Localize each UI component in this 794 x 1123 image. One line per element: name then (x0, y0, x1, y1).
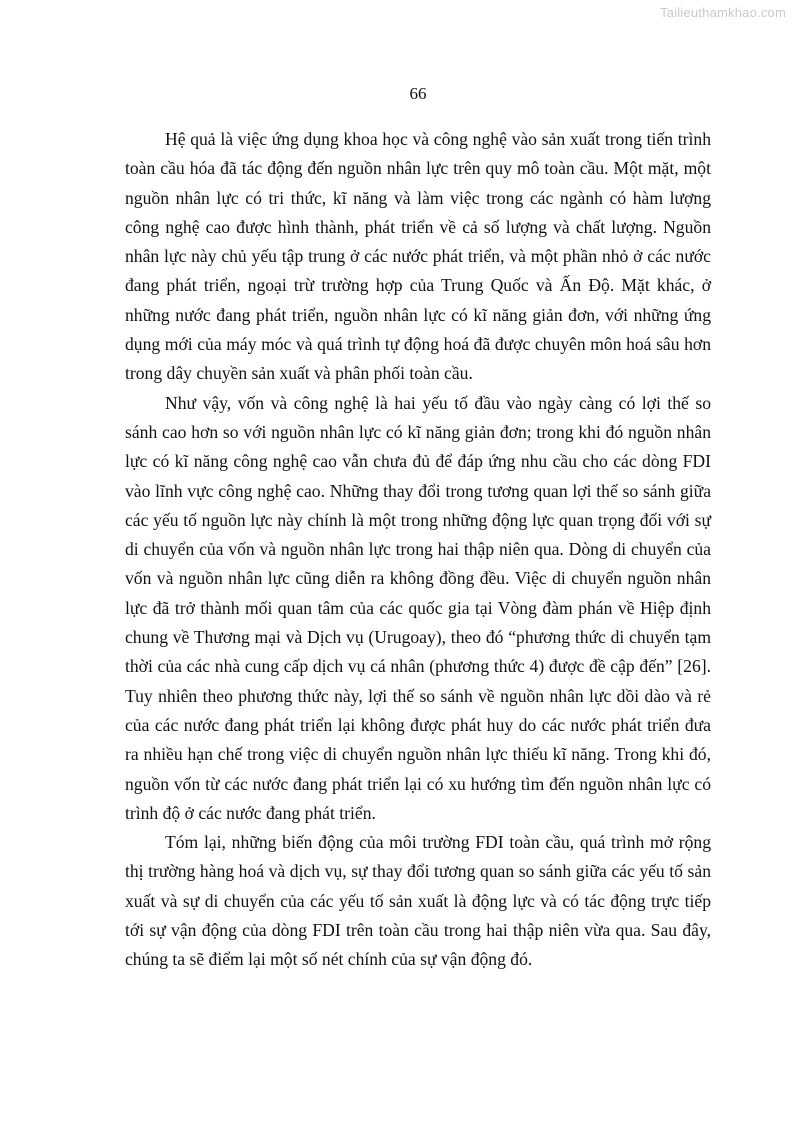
paragraph-3: Tóm lại, những biến động của môi trường FDI toàn cầu, quá trình mở rộng thị trường hàng hoá và dịch vụ, sự thay đổi tương quan so sánh giữa các yếu tố sản xuất và sự di chuyển của các yếu tố sản xuất là động lực và có tác động trực tiếp tới sự vận động của dòng FDI trên toàn cầu trong hai thập niên vừa qua. Sau đây, chúng ta sẽ điểm lại một số nét chính của sự vận động đó. (125, 832, 711, 970)
page-number: 66 (409, 84, 427, 103)
paragraph-1: Hệ quả là việc ứng dụng khoa học và công nghệ vào sản xuất trong tiến trình toàn cầu hóa đã tác động đến nguồn nhân lực trên quy mô toàn cầu. Một mặt, một nguồn nhân lực có tri thức, kĩ năng và làm việc trong các ngành có hàm lượng công nghệ cao được hình thành, phát triển về cả số lượng và chất lượng. Nguồn nhân lực này chủ yếu tập trung ở các nước phát triển, và một phần nhỏ ở các nước đang phát triển, ngoại trừ trường hợp của Trung Quốc và Ấn Độ. Mặt khác, ở những nước đang phát triển, nguồn nhân lực có kĩ năng giản đơn, với những ứng dụng mới của máy móc và quá trình tự động hoá đã được chuyên môn hoá sâu hơn trong dây chuyền sản xuất và phân phối toàn cầu. (125, 129, 711, 384)
document-body (125, 125, 711, 975)
paragraph-2: Như vậy, vốn và công nghệ là hai yếu tố đầu vào ngày càng có lợi thế so sánh cao hơn so với nguồn nhân lực có kĩ năng giản đơn; trong khi đó nguồn nhân lực có kĩ năng công nghệ cao vẫn chưa đủ để đáp ứng nhu cầu cho các dòng FDI vào lĩnh vực công nghệ cao. Những thay đổi trong tương quan lợi thế so sánh giữa các yếu tố nguồn lực này chính là một trong những động lực quan trọng đối với sự di chuyển của vốn và nguồn nhân lực trong hai thập niên qua. Dòng di chuyển của vốn và nguồn nhân lực cũng diễn ra không đồng đều. Việc di chuyển nguồn nhân lực đã trở thành mối quan tâm của các quốc gia tại Vòng đàm phán về Hiệp định chung về Thương mại và Dịch vụ (Urugoay), theo đó “phương thức di chuyển tạm thời của các nhà cung cấp dịch vụ cá nhân (phương thức 4) được đề cập đến” [26]. Tuy nhiên theo phương thức này, lợi thế so sánh về nguồn nhân lực dồi dào và rẻ của các nước đang phát triển lại không được phát huy do các nước phát triển đưa ra nhiều hạn chế trong việc di chuyển nguồn nhân lực thiếu kĩ năng. Trong khi đó, nguồn vốn từ các nước đang phát triển lại có xu hướng tìm đến nguồn nhân lực có trình độ ở các nước đang phát triển. (125, 392, 711, 823)
watermark: Tailieuthamkhao.com (660, 5, 786, 20)
